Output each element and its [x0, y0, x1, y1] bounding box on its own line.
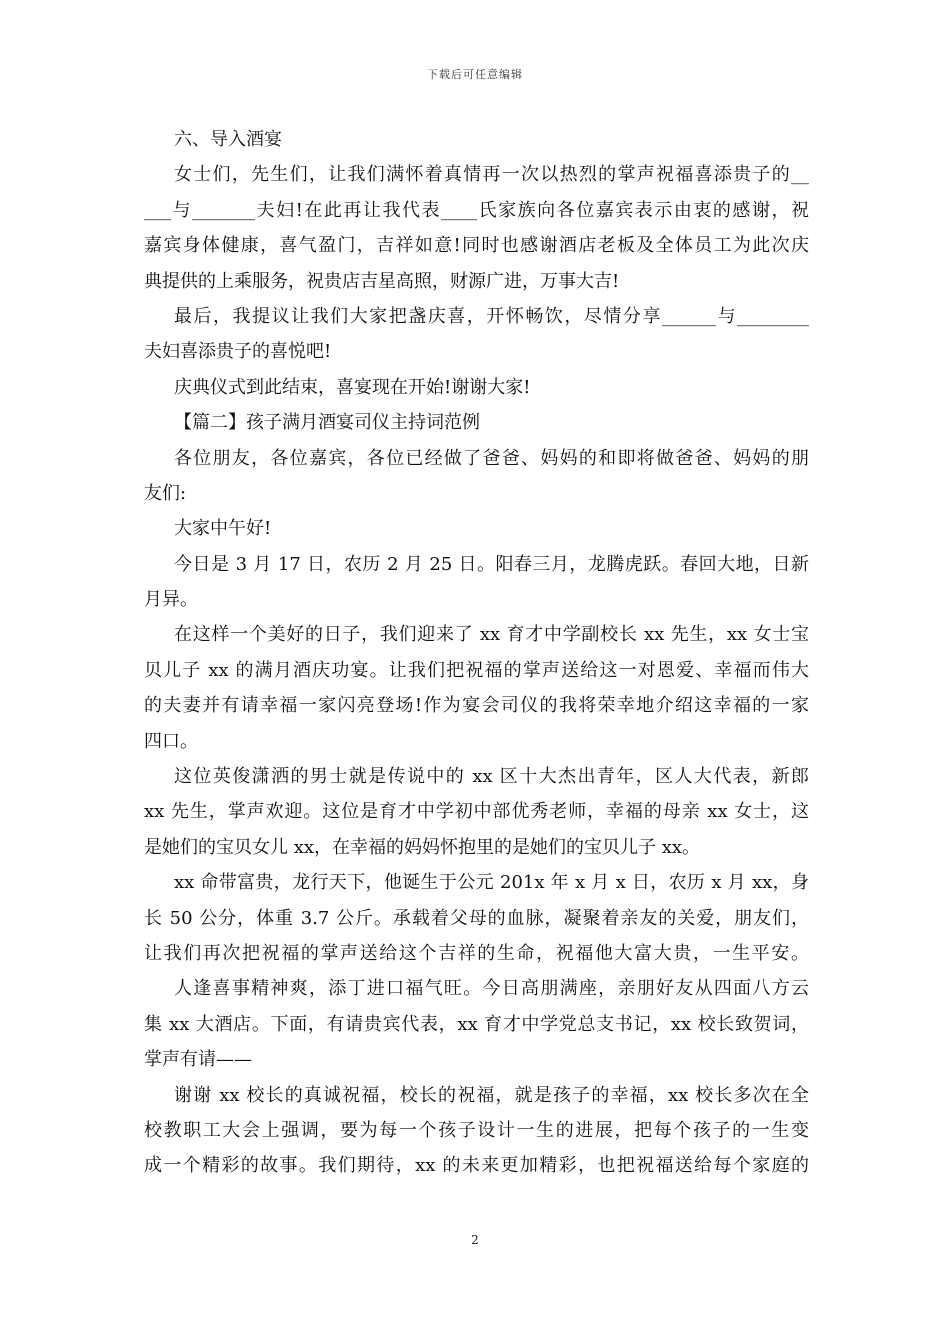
document-body	[144, 122, 809, 1184]
text-line: 在这样一个美好的日子，我们迎来了 xx 育才中学副校长 xx 先生，xx 女士宝	[174, 624, 809, 646]
text-line: 今日是 3 月 17 日，农历 2 月 25 日。阳春三月，龙腾虎跃。春回大地，日新	[174, 553, 809, 575]
text-line: xx 命带富贵，龙行天下，他诞生于公元 201x 年 x 月 x 日，农历 x 月 xx，身	[174, 872, 809, 894]
text-line: 最后，我提议让我们大家把盏庆喜，开怀畅饮，尽情分享______与________	[174, 305, 809, 327]
text-line: 这位英俊潇洒的男士就是传说中的 xx 区十大杰出青年，区人大代表，新郎	[174, 766, 809, 788]
text-line: 友们:	[144, 482, 187, 504]
text-line: 六、导入酒宴	[174, 129, 282, 150]
text-line: ___与_______夫妇!在此再让我代表____氏家族向各位嘉宾表示由衷的感谢，祝	[144, 199, 809, 221]
text-line: 的夫妻并有请幸福一家闪亮登场!作为宴会司仪的我将荣幸地介绍这幸福的一家	[144, 695, 809, 717]
text-line: 是她们的宝贝女儿 xx，在幸福的妈妈怀抱里的是她们的宝贝儿子 xx。	[144, 836, 701, 858]
text-line: 嘉宾身体健康，喜气盈门，吉祥如意!同时也感谢酒店老板及全体员工为此次庆	[144, 235, 809, 257]
text-line: 月异。	[144, 589, 198, 611]
text-line: 夫妇喜添贵子的喜悦吧!	[144, 341, 332, 363]
text-line: 人逢喜事精神爽，添丁进口福气旺。今日高朋满座，亲朋好友从四面八方云	[174, 978, 809, 1000]
text-line: 庆典仪式到此结束，喜宴现在开始!谢谢大家!	[174, 376, 531, 398]
text-line: 集 xx 大酒店。下面，有请贵宾代表，xx 育才中学党总支书记，xx 校长致贺词，	[144, 1013, 809, 1035]
text-line: 各位朋友，各位嘉宾，各位已经做了爸爸、妈妈的和即将做爸爸、妈妈的朋	[174, 447, 809, 469]
text-line: 长 50 公分，体重 3.7 公斤。承载着父母的血脉，凝聚着亲友的关爱，朋友们，	[144, 907, 809, 929]
text-line: 贝儿子 xx 的满月酒庆功宴。让我们把祝福的掌声送给这一对恩爱、幸福而伟大	[144, 659, 809, 681]
text-line: 大家中午好!	[174, 518, 272, 540]
text-line: 成一个精彩的故事。我们期待，xx 的未来更加精彩，也把祝福送给每个家庭的	[144, 1155, 809, 1177]
text-line: 校教职工大会上强调，要为每一个孩子设计一生的进展，把每个孩子的一生变	[144, 1119, 809, 1141]
page-header: 下载后可任意编辑	[427, 68, 523, 81]
text-line: 女士们，先生们，让我们满怀着真情再一次以热烈的掌声祝福喜添贵子的__	[174, 164, 809, 186]
page-number: 2	[471, 1233, 479, 1247]
text-line: 掌声有请——	[144, 1049, 252, 1071]
text-line: 四口。	[144, 730, 198, 752]
text-line: 让我们再次把祝福的掌声送给这个吉祥的生命，祝福他大富大贵，一生平安。	[144, 942, 809, 964]
text-line: 典提供的上乘服务，祝贵店吉星高照，财源广进，万事大吉!	[144, 270, 620, 292]
text-line: 【篇二】孩子满月酒宴司仪主持词范例	[174, 412, 480, 434]
text-line: 谢谢 xx 校长的真诚祝福，校长的祝福，就是孩子的幸福，xx 校长多次在全	[174, 1084, 809, 1106]
text-line: xx 先生，掌声欢迎。这位是育才中学初中部优秀老师，幸福的母亲 xx 女士，这	[144, 801, 809, 823]
